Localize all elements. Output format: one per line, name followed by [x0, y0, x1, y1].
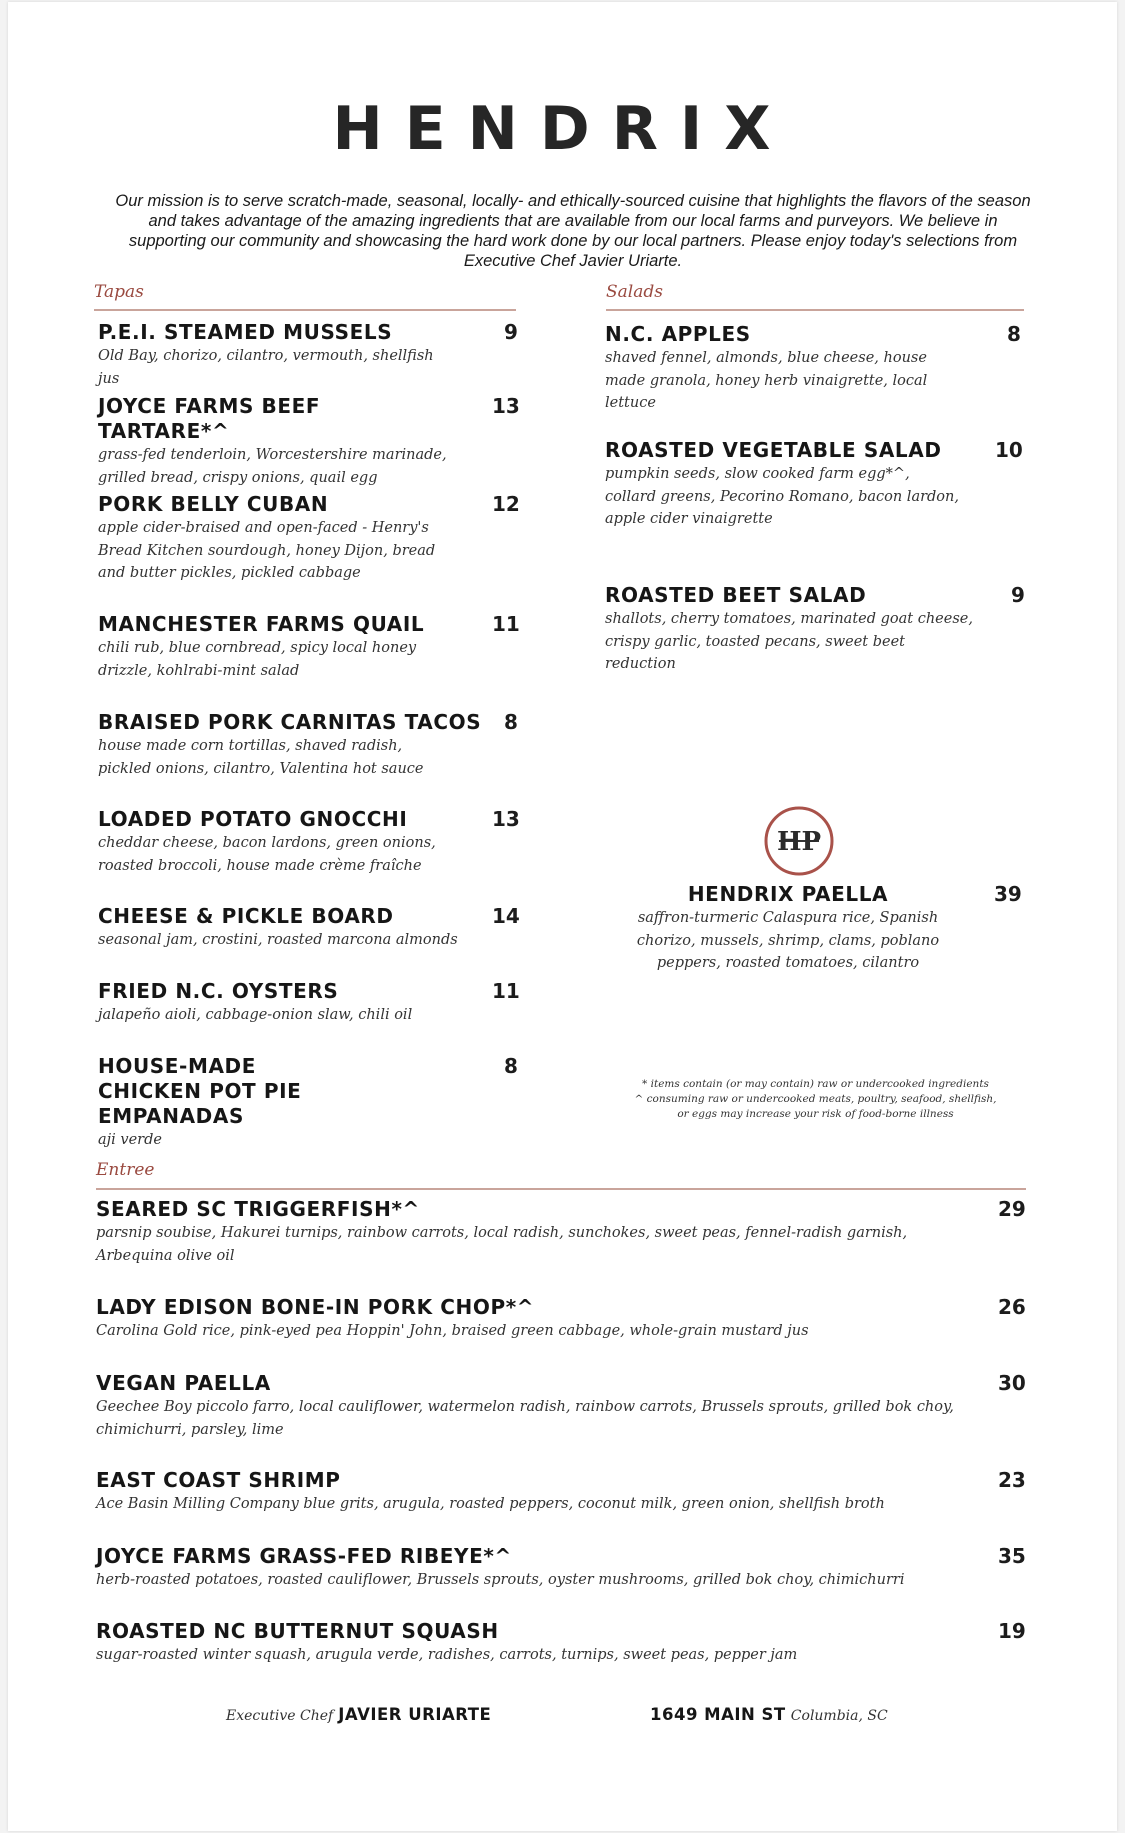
item-price: 10	[995, 438, 1023, 462]
item-name: SEARED SC TRIGGERFISH*^	[96, 1197, 420, 1221]
item-name: LADY EDISON BONE-IN PORK CHOP*^	[96, 1295, 535, 1319]
menu-item	[98, 979, 478, 1027]
item-name: P.E.I. STEAMED MUSSELS	[98, 320, 393, 344]
item-description: shaved fennel, almonds, blue cheese, house made granola, honey herb vinaigrette, local lettuce	[605, 350, 928, 411]
item-description: sugar-roasted winter squash, arugula verde, radishes, carrots, turnips, sweet peas, pepper jam	[96, 1647, 798, 1663]
item-name: BRAISED PORK CARNITAS TACOS	[98, 710, 482, 734]
item-price: 11	[492, 612, 520, 636]
street-address: 1649 MAIN ST	[650, 1705, 786, 1724]
mission-statement: Our mission is to serve scratch-made, seasonal, locally- and ethically-sourced cuisine that highlights the flavors of the season and takes advantage of the amazing ingredients that are available from our local farms and purveyors. We believe in supporting our community and showcasing the hard work done by our local partners. Please enjoy today's selections from Executive Chef Javier Uriarte.	[115, 192, 1031, 270]
entree-divider	[96, 1188, 1026, 1190]
item-name: ROASTED VEGETABLE SALAD	[605, 438, 942, 462]
disclaimer-line: * items contain (or may contain) raw or undercooked ingredients	[642, 1078, 989, 1090]
item-description: seasonal jam, crostini, roasted marcona almonds	[98, 932, 458, 948]
menu-item	[98, 904, 478, 952]
item-name: EAST COAST SHRIMP	[96, 1468, 341, 1492]
item-name: VEGAN PAELLA	[96, 1371, 271, 1395]
menu-item	[96, 1619, 956, 1667]
item-price: 8	[504, 1054, 518, 1078]
item-price: 30	[998, 1371, 1026, 1395]
tapas-divider	[94, 309, 516, 311]
item-name: JOYCE FARMS BEEF TARTARE*^	[98, 394, 321, 443]
item-price: 13	[492, 807, 520, 831]
item-name: ROASTED BEET SALAD	[605, 583, 867, 607]
item-description: grass-fed tenderloin, Worcestershire marinade, grilled bread, crispy onions, quail egg	[98, 447, 447, 486]
item-price: 8	[504, 710, 518, 734]
item-name: LOADED POTATO GNOCCHI	[98, 807, 408, 831]
item-price: 9	[1011, 583, 1025, 607]
item-description: chili rub, blue cornbread, spicy local honey drizzle, kohlrabi-mint salad	[98, 640, 417, 679]
item-price: 29	[998, 1197, 1026, 1221]
item-description: herb-roasted potatoes, roasted cauliflower, Brussels sprouts, oyster mushrooms, grilled bok choy, chimichurri	[96, 1572, 905, 1588]
item-description: Old Bay, chorizo, cilantro, vermouth, shellfish jus	[98, 348, 434, 387]
item-description: jalapeño aioli, cabbage-onion slaw, chili oil	[98, 1007, 413, 1023]
item-price: 8	[1007, 322, 1021, 346]
menu-item	[98, 807, 458, 877]
item-name: JOYCE FARMS GRASS-FED RIBEYE*^	[96, 1544, 512, 1568]
chef-name: JAVIER URIARTE	[338, 1705, 492, 1724]
item-description: shallots, cherry tomatoes, marinated goat cheese, crispy garlic, toasted pecans, sweet beet reduction	[605, 611, 973, 672]
entree-heading: Entree	[96, 1160, 155, 1180]
disclaimer-line: ^ consuming raw or undercooked meats, poultry, seafood, shellfish, or eggs may increase your risk of food-borne illness	[634, 1093, 997, 1120]
item-description: saffron-turmeric Calaspura rice, Spanish chorizo, mussels, shrimp, clams, poblano peppers, roasted tomatoes, cilantro	[636, 910, 940, 971]
item-price: 23	[998, 1468, 1026, 1492]
hendrix-logo-icon	[763, 805, 835, 877]
restaurant-name: HENDRIX	[332, 94, 793, 164]
item-description: parsnip soubise, Hakurei turnips, rainbow carrots, local radish, sunchokes, sweet peas, fennel-radish garnish, Arbequina olive oil	[96, 1225, 908, 1264]
menu-item	[98, 492, 458, 585]
item-description: apple cider-braised and open-faced - Henry's Bread Kitchen sourdough, honey Dijon, bread and butter pickles, pickled cabbage	[98, 520, 436, 581]
item-name: FRIED N.C. OYSTERS	[98, 979, 339, 1003]
tapas-heading: Tapas	[94, 282, 144, 302]
menu-item	[96, 1544, 956, 1592]
item-description: cheddar cheese, bacon lardons, green onions, roasted broccoli, house made crème fraîche	[98, 835, 436, 874]
item-description: pumpkin seeds, slow cooked farm egg*^, collard greens, Pecorino Romano, bacon lardon, apple cider vinaigrette	[605, 466, 959, 527]
menu-item	[605, 583, 975, 676]
item-price: 13	[492, 394, 520, 418]
menu-item	[605, 438, 965, 531]
item-price: 12	[492, 492, 520, 516]
menu-item	[96, 1371, 956, 1441]
menu-item	[98, 612, 458, 682]
menu-item	[96, 1295, 956, 1343]
menu-item	[98, 1054, 363, 1152]
item-name: HOUSE-MADE CHICKEN POT PIE EMPANADAS	[98, 1054, 302, 1128]
footer-address	[650, 1705, 888, 1724]
item-price: 11	[492, 979, 520, 1003]
salads-divider	[606, 309, 1024, 311]
item-name: CHEESE & PICKLE BOARD	[98, 904, 394, 928]
item-price: 35	[998, 1544, 1026, 1568]
item-price: 14	[492, 904, 520, 928]
menu-item	[98, 394, 458, 489]
menu-item	[98, 710, 488, 780]
item-description: aji verde	[98, 1132, 162, 1148]
footer-chef	[226, 1705, 491, 1724]
feature-item	[608, 882, 968, 975]
item-price: 39	[994, 882, 1022, 906]
item-name: HENDRIX PAELLA	[687, 882, 889, 906]
item-price: 19	[998, 1619, 1026, 1643]
item-description: Ace Basin Milling Company blue grits, arugula, roasted peppers, coconut milk, green onion, shellfish broth	[96, 1496, 885, 1512]
item-description: Geechee Boy piccolo farro, local cauliflower, watermelon radish, rainbow carrots, Brussels sprouts, grilled bok choy, chimichurri, parsley, lime	[96, 1399, 954, 1438]
item-description: Carolina Gold rice, pink-eyed pea Hoppin' John, braised green cabbage, whole-grain mustard jus	[96, 1323, 809, 1339]
city-state: Columbia, SC	[790, 1708, 888, 1724]
salads-heading: Salads	[606, 282, 663, 302]
menu-item	[605, 322, 965, 415]
item-price: 9	[504, 320, 518, 344]
menu-item	[96, 1197, 956, 1267]
item-name: MANCHESTER FARMS QUAIL	[98, 612, 425, 636]
menu-page	[8, 2, 1117, 1831]
item-name: ROASTED NC BUTTERNUT SQUASH	[96, 1619, 499, 1643]
chef-title: Executive Chef	[226, 1708, 334, 1724]
menu-item	[96, 1468, 956, 1516]
item-price: 26	[998, 1295, 1026, 1319]
item-name: PORK BELLY CUBAN	[98, 492, 329, 516]
menu-item	[98, 320, 458, 390]
item-description: house made corn tortillas, shaved radish, pickled onions, cilantro, Valentina hot sauce	[98, 738, 424, 777]
food-safety-disclaimer	[628, 1077, 1003, 1122]
logo-monogram: HP	[776, 827, 822, 857]
item-name: N.C. APPLES	[605, 322, 751, 346]
